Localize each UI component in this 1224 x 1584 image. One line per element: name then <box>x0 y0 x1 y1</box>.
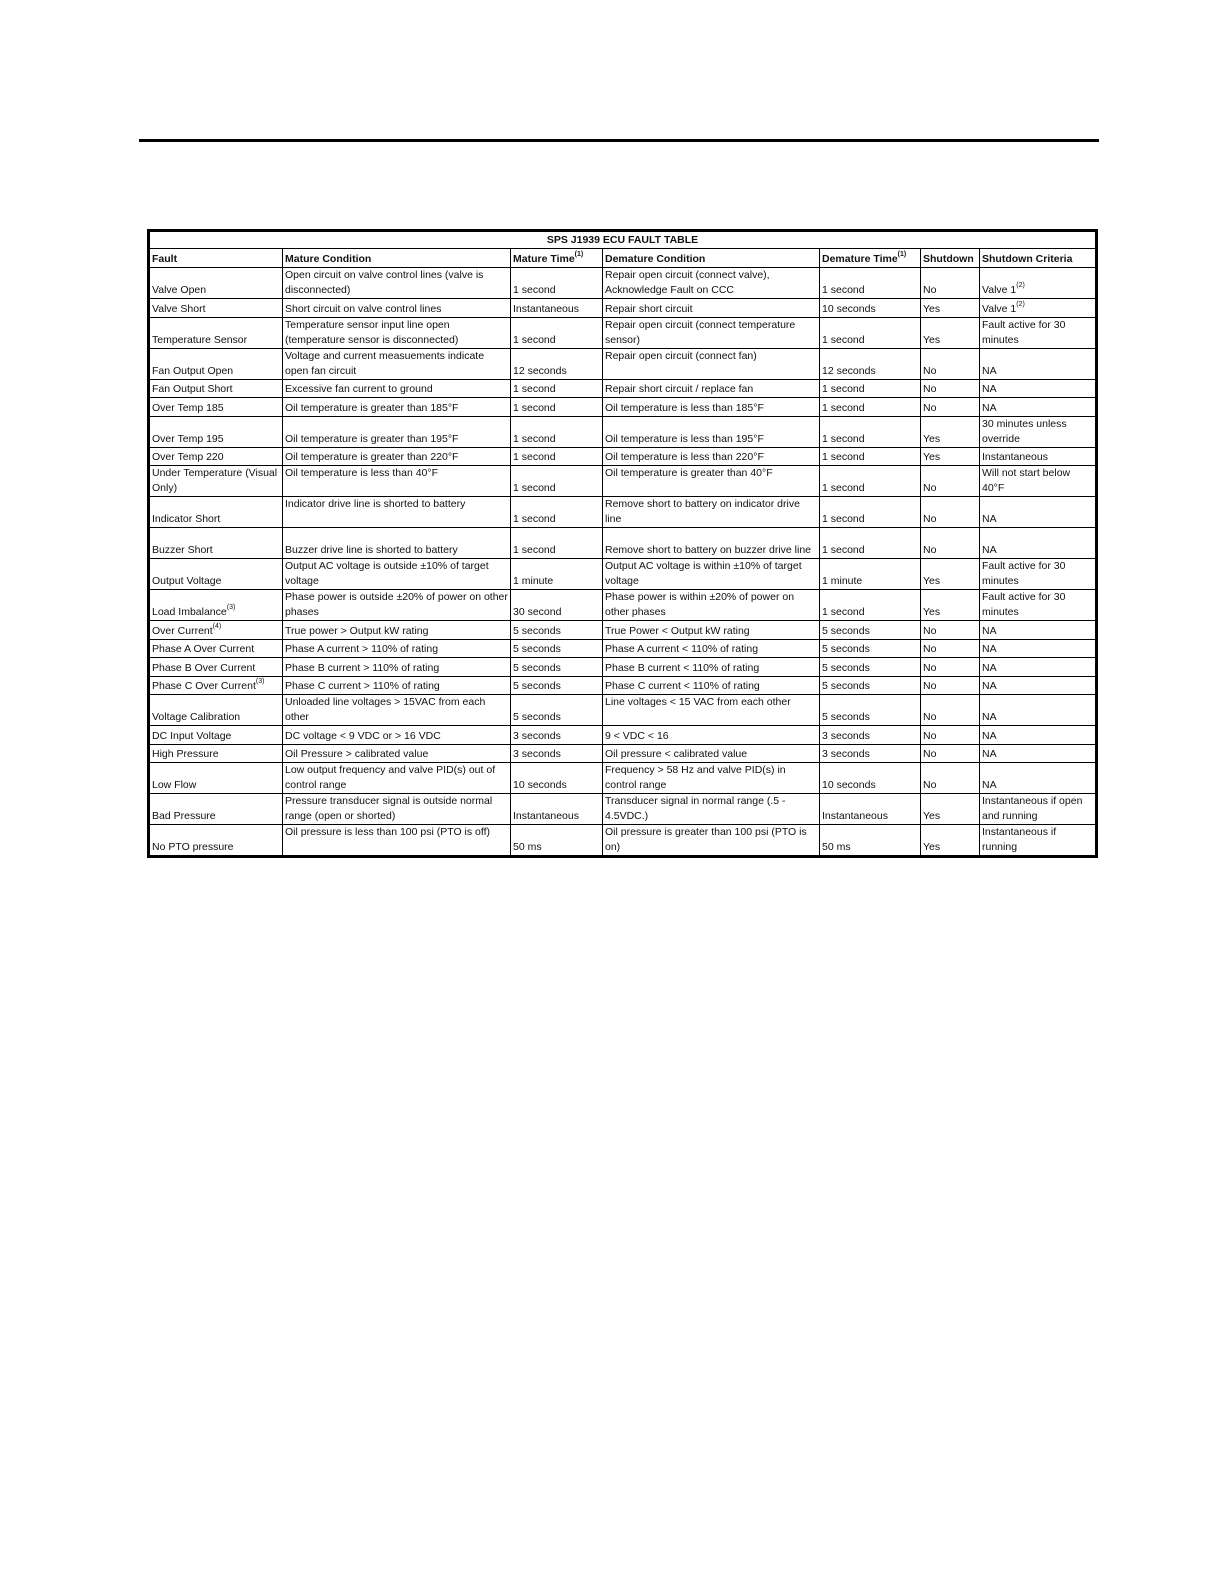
cell-demature-time: 5 seconds <box>820 695 921 726</box>
fault-table <box>147 229 1098 858</box>
table-row <box>149 466 1097 497</box>
table-row <box>149 695 1097 726</box>
cell-mature-time: 5 seconds <box>511 658 603 677</box>
cell-shutdown: No <box>921 268 980 299</box>
cell-shutdown: Yes <box>921 317 980 348</box>
cell-mature-condition: Short circuit on valve control lines <box>283 299 511 318</box>
cell-demature-time: 1 minute <box>820 559 921 590</box>
cell-demature-time: 1 second <box>820 466 921 497</box>
cell-mature-time: 12 seconds <box>511 348 603 379</box>
cell-shutdown-criteria: Fault active for 30 minutes <box>980 559 1097 590</box>
cell-shutdown: No <box>921 744 980 763</box>
table-row <box>149 763 1097 794</box>
table-row <box>149 658 1097 677</box>
cell-demature-condition: Repair short circuit / replace fan <box>603 379 820 398</box>
cell-demature-condition: Repair open circuit (connect valve), Acknowledge Fault on CCC <box>603 268 820 299</box>
cell-mature-condition: Oil temperature is greater than 220°F <box>283 447 511 466</box>
cell-mature-time: 1 second <box>511 379 603 398</box>
cell-shutdown: Yes <box>921 794 980 825</box>
cell-mature-time: 1 second <box>511 447 603 466</box>
cell-fault: Phase C Over Current$^{(3)}$ <box>149 676 283 695</box>
table-row <box>149 825 1097 857</box>
cell-demature-condition: 9 < VDC < 16 <box>603 726 820 745</box>
cell-fault: Buzzer Short <box>149 528 283 559</box>
table-row <box>149 794 1097 825</box>
cell-demature-condition: Oil pressure < calibrated value <box>603 744 820 763</box>
cell-demature-time: 1 second <box>820 416 921 447</box>
cell-mature-time: 1 second <box>511 497 603 528</box>
cell-shutdown-criteria: NA <box>980 497 1097 528</box>
cell-shutdown: No <box>921 676 980 695</box>
cell-shutdown-criteria: Instantaneous if running <box>980 825 1097 857</box>
cell-demature-time: 1 second <box>820 590 921 621</box>
cell-fault: Over Temp 220 <box>149 447 283 466</box>
cell-shutdown: No <box>921 528 980 559</box>
cell-mature-time: 5 seconds <box>511 639 603 658</box>
cell-demature-condition: Phase C current < 110% of rating <box>603 676 820 695</box>
cell-fault: Over Temp 185 <box>149 398 283 417</box>
cell-mature-time: 5 seconds <box>511 621 603 640</box>
cell-shutdown-criteria: NA <box>980 379 1097 398</box>
cell-shutdown: No <box>921 398 980 417</box>
cell-fault: Output Voltage <box>149 559 283 590</box>
cell-demature-condition: Oil temperature is less than 185°F <box>603 398 820 417</box>
header-demature-condition: Demature Condition <box>603 249 820 268</box>
table-row <box>149 528 1097 559</box>
cell-mature-condition: Oil temperature is less than 40°F <box>283 466 511 497</box>
table-row <box>149 559 1097 590</box>
cell-demature-condition: Repair open circuit (connect temperature sensor) <box>603 317 820 348</box>
cell-mature-condition: Oil Pressure > calibrated value <box>283 744 511 763</box>
cell-mature-condition: Phase C current > 110% of rating <box>283 676 511 695</box>
cell-demature-condition: True Power < Output kW rating <box>603 621 820 640</box>
cell-demature-time: 1 second <box>820 528 921 559</box>
cell-mature-time: 10 seconds <box>511 763 603 794</box>
cell-shutdown-criteria: 30 minutes unless override <box>980 416 1097 447</box>
cell-fault: Under Temperature (Visual Only) <box>149 466 283 497</box>
cell-shutdown-criteria: NA <box>980 763 1097 794</box>
cell-mature-condition: Oil pressure is less than 100 psi (PTO is off) <box>283 825 511 857</box>
cell-fault: Valve Short <box>149 299 283 318</box>
cell-shutdown-criteria: NA <box>980 348 1097 379</box>
table-body <box>149 268 1097 857</box>
cell-mature-condition: Phase A current > 110% of rating <box>283 639 511 658</box>
cell-shutdown: No <box>921 621 980 640</box>
cell-mature-time: Instantaneous <box>511 794 603 825</box>
cell-demature-condition: Repair open circuit (connect fan) <box>603 348 820 379</box>
cell-mature-condition: Buzzer drive line is shorted to battery <box>283 528 511 559</box>
cell-fault: Valve Open <box>149 268 283 299</box>
cell-fault: Phase B Over Current <box>149 658 283 677</box>
cell-demature-time: 5 seconds <box>820 639 921 658</box>
table-row <box>149 317 1097 348</box>
cell-fault: Over Temp 195 <box>149 416 283 447</box>
cell-fault: High Pressure <box>149 744 283 763</box>
cell-mature-condition: Voltage and current measuements indicate open fan circuit <box>283 348 511 379</box>
cell-demature-time: 5 seconds <box>820 621 921 640</box>
cell-shutdown: No <box>921 763 980 794</box>
cell-mature-condition: Temperature sensor input line open (temperature sensor is disconnected) <box>283 317 511 348</box>
cell-shutdown-criteria: Instantaneous <box>980 447 1097 466</box>
cell-demature-condition: Oil temperature is less than 195°F <box>603 416 820 447</box>
cell-fault: Fan Output Open <box>149 348 283 379</box>
cell-shutdown: Yes <box>921 590 980 621</box>
cell-fault: Bad Pressure <box>149 794 283 825</box>
cell-demature-condition: Phase power is within ±20% of power on other phases <box>603 590 820 621</box>
table-row <box>149 416 1097 447</box>
cell-mature-time: 1 second <box>511 466 603 497</box>
table-row <box>149 497 1097 528</box>
cell-demature-time: Instantaneous <box>820 794 921 825</box>
cell-shutdown-criteria: NA <box>980 398 1097 417</box>
table-row <box>149 676 1097 695</box>
cell-demature-condition: Repair short circuit <box>603 299 820 318</box>
cell-shutdown: No <box>921 466 980 497</box>
cell-mature-time: 30 second <box>511 590 603 621</box>
cell-demature-time: 1 second <box>820 447 921 466</box>
cell-mature-time: 1 second <box>511 317 603 348</box>
header-demature-time: Demature Time$^{(1)}$ <box>820 249 921 268</box>
cell-shutdown-criteria: NA <box>980 528 1097 559</box>
cell-shutdown: No <box>921 639 980 658</box>
table-row <box>149 268 1097 299</box>
cell-shutdown-criteria: NA <box>980 658 1097 677</box>
header-row <box>149 249 1097 268</box>
cell-mature-time: 1 second <box>511 416 603 447</box>
cell-mature-time: 1 second <box>511 528 603 559</box>
cell-fault: Low Flow <box>149 763 283 794</box>
table-row <box>149 299 1097 318</box>
cell-demature-time: 1 second <box>820 398 921 417</box>
table-row <box>149 398 1097 417</box>
cell-shutdown: No <box>921 348 980 379</box>
cell-demature-condition: Phase A current < 110% of rating <box>603 639 820 658</box>
cell-demature-time: 1 second <box>820 379 921 398</box>
cell-demature-condition: Transducer signal in normal range (.5 - 4.5VDC.) <box>603 794 820 825</box>
cell-mature-condition: Open circuit on valve control lines (valve is disconnected) <box>283 268 511 299</box>
cell-shutdown-criteria: NA <box>980 726 1097 745</box>
cell-mature-condition: DC voltage < 9 VDC or > 16 VDC <box>283 726 511 745</box>
cell-demature-condition: Frequency > 58 Hz and valve PID(s) in control range <box>603 763 820 794</box>
cell-shutdown-criteria: Valve 1$^{(2)}$ <box>980 268 1097 299</box>
cell-fault: Fan Output Short <box>149 379 283 398</box>
cell-fault: Phase A Over Current <box>149 639 283 658</box>
cell-mature-time: 5 seconds <box>511 676 603 695</box>
cell-fault: Indicator Short <box>149 497 283 528</box>
cell-shutdown-criteria: NA <box>980 744 1097 763</box>
cell-shutdown: Yes <box>921 416 980 447</box>
cell-shutdown-criteria: NA <box>980 695 1097 726</box>
cell-demature-time: 1 second <box>820 317 921 348</box>
cell-demature-condition: Output AC voltage is within ±10% of target voltage <box>603 559 820 590</box>
cell-shutdown-criteria: Instantaneous if open and running <box>980 794 1097 825</box>
cell-mature-time: 3 seconds <box>511 744 603 763</box>
cell-demature-time: 3 seconds <box>820 744 921 763</box>
cell-mature-time: 1 second <box>511 398 603 417</box>
cell-mature-condition: Pressure transducer signal is outside normal range (open or shorted) <box>283 794 511 825</box>
table-row <box>149 348 1097 379</box>
cell-mature-condition: Output AC voltage is outside ±10% of target voltage <box>283 559 511 590</box>
cell-demature-condition: Oil temperature is less than 220°F <box>603 447 820 466</box>
cell-mature-condition: Indicator drive line is shorted to battery <box>283 497 511 528</box>
cell-fault: Temperature Sensor <box>149 317 283 348</box>
cell-mature-condition: Phase B current > 110% of rating <box>283 658 511 677</box>
header-mature-time: Mature Time$^{(1)}$ <box>511 249 603 268</box>
cell-shutdown: No <box>921 379 980 398</box>
cell-shutdown: No <box>921 726 980 745</box>
cell-shutdown-criteria: NA <box>980 621 1097 640</box>
cell-mature-time: 5 seconds <box>511 695 603 726</box>
cell-fault: Over Current$^{(4)}$ <box>149 621 283 640</box>
header-fault: Fault <box>149 249 283 268</box>
table-row <box>149 744 1097 763</box>
cell-shutdown-criteria: NA <box>980 639 1097 658</box>
cell-mature-condition: True power > Output kW rating <box>283 621 511 640</box>
cell-mature-condition: Unloaded line voltages > 15VAC from each other <box>283 695 511 726</box>
header-shutdown: Shutdown <box>921 249 980 268</box>
cell-mature-condition: Low output frequency and valve PID(s) out of control range <box>283 763 511 794</box>
cell-demature-time: 1 second <box>820 268 921 299</box>
cell-shutdown: Yes <box>921 299 980 318</box>
table-row <box>149 379 1097 398</box>
cell-demature-time: 10 seconds <box>820 299 921 318</box>
table-row <box>149 590 1097 621</box>
header-mature-condition: Mature Condition <box>283 249 511 268</box>
cell-fault: DC Input Voltage <box>149 726 283 745</box>
cell-shutdown: No <box>921 695 980 726</box>
cell-demature-time: 5 seconds <box>820 676 921 695</box>
cell-shutdown: Yes <box>921 825 980 857</box>
cell-demature-time: 50 ms <box>820 825 921 857</box>
table-row <box>149 447 1097 466</box>
cell-demature-time: 3 seconds <box>820 726 921 745</box>
cell-shutdown: Yes <box>921 447 980 466</box>
cell-fault: No PTO pressure <box>149 825 283 857</box>
cell-shutdown-criteria: Will not start below 40°F <box>980 466 1097 497</box>
header-shutdown-criteria: Shutdown Criteria <box>980 249 1097 268</box>
cell-fault: Voltage Calibration <box>149 695 283 726</box>
table-row <box>149 639 1097 658</box>
cell-mature-time: 3 seconds <box>511 726 603 745</box>
cell-mature-condition: Phase power is outside ±20% of power on other phases <box>283 590 511 621</box>
table-row <box>149 726 1097 745</box>
cell-demature-time: 10 seconds <box>820 763 921 794</box>
cell-demature-condition: Line voltages < 15 VAC from each other <box>603 695 820 726</box>
cell-mature-condition: Excessive fan current to ground <box>283 379 511 398</box>
cell-demature-condition: Oil pressure is greater than 100 psi (PTO is on) <box>603 825 820 857</box>
cell-fault: Load Imbalance$^{(3)}$ <box>149 590 283 621</box>
table-title: SPS J1939 ECU FAULT TABLE <box>149 231 1097 249</box>
cell-shutdown: No <box>921 658 980 677</box>
cell-mature-time: 1 minute <box>511 559 603 590</box>
cell-shutdown-criteria: Fault active for 30 minutes <box>980 317 1097 348</box>
cell-demature-time: 12 seconds <box>820 348 921 379</box>
cell-shutdown: Yes <box>921 559 980 590</box>
cell-shutdown-criteria: Valve 1$^{(2)}$ <box>980 299 1097 318</box>
cell-demature-condition: Phase B current < 110% of rating <box>603 658 820 677</box>
cell-demature-condition: Oil temperature is greater than 40°F <box>603 466 820 497</box>
cell-mature-condition: Oil temperature is greater than 195°F <box>283 416 511 447</box>
cell-shutdown-criteria: Fault active for 30 minutes <box>980 590 1097 621</box>
cell-shutdown-criteria: NA <box>980 676 1097 695</box>
cell-demature-time: 5 seconds <box>820 658 921 677</box>
cell-mature-time: 1 second <box>511 268 603 299</box>
cell-shutdown: No <box>921 497 980 528</box>
header-rule <box>139 139 1099 142</box>
cell-mature-time: Instantaneous <box>511 299 603 318</box>
cell-demature-condition: Remove short to battery on buzzer drive line <box>603 528 820 559</box>
cell-mature-time: 50 ms <box>511 825 603 857</box>
cell-mature-condition: Oil temperature is greater than 185°F <box>283 398 511 417</box>
cell-demature-time: 1 second <box>820 497 921 528</box>
cell-demature-condition: Remove short to battery on indicator drive line <box>603 497 820 528</box>
table-row <box>149 621 1097 640</box>
